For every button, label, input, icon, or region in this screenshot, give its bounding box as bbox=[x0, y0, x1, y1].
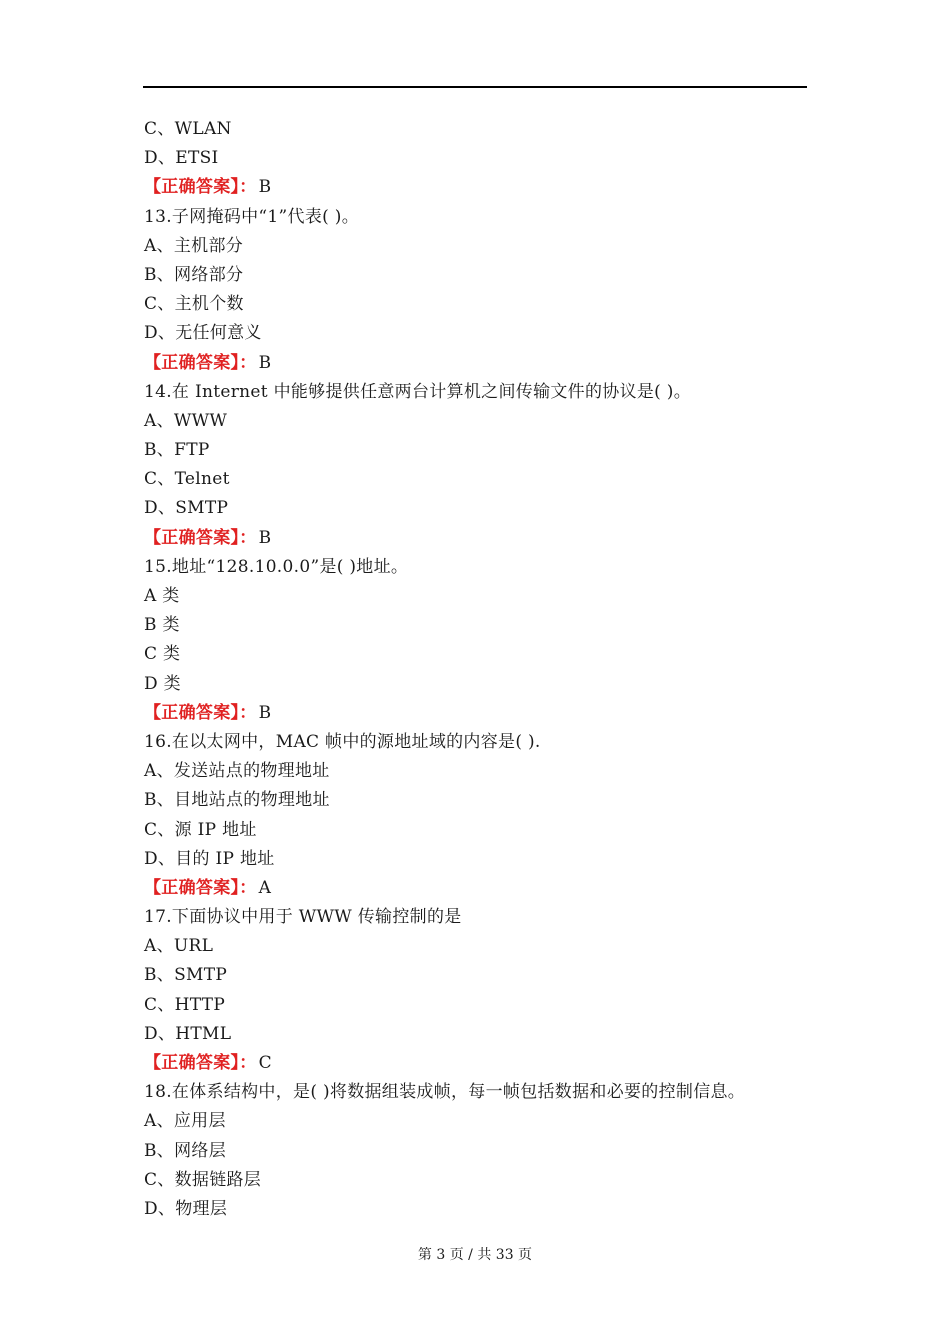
document-line: 17.下面协议中用于 WWW 传输控制的是 bbox=[144, 907, 462, 928]
document-line: 15.地址“128.10.0.0”是( )地址。 bbox=[144, 556, 409, 577]
answer-value: B bbox=[258, 702, 272, 723]
document-line: 13.子网掩码中“1”代表( )。 bbox=[144, 206, 360, 227]
document-line: C、WLAN bbox=[144, 119, 232, 139]
answer-label: 【正确答案】： bbox=[144, 702, 257, 723]
document-line: D、HTML bbox=[144, 1023, 232, 1044]
answer-line bbox=[144, 524, 824, 553]
document-line: D、ETSI bbox=[144, 148, 219, 169]
answer-line bbox=[144, 349, 824, 378]
document-line: B、SMTP bbox=[144, 965, 228, 986]
document-line: C、数据链路层 bbox=[144, 1169, 262, 1190]
document-line: B、FTP bbox=[144, 440, 210, 461]
document-line: D、物理层 bbox=[144, 1198, 228, 1219]
answer-label: 【正确答案】： bbox=[144, 1053, 257, 1073]
document-line: B 类 bbox=[144, 615, 180, 636]
document-line: A、WWW bbox=[144, 410, 228, 431]
document-line: 18.在体系结构中，是( )将数据组装成帧，每一帧包括数据和必要的控制信息。 bbox=[144, 1082, 746, 1103]
answer-value: A bbox=[258, 877, 272, 898]
document-line: 14.在 Internet 中能够提供任意两台计算机之间传输文件的协议是( )。 bbox=[144, 381, 692, 402]
document-line: B、网络层 bbox=[144, 1140, 226, 1161]
document-line: D、SMTP bbox=[144, 498, 229, 519]
document-line: A、主机部分 bbox=[144, 235, 244, 256]
document-line: 16.在以太网中，MAC 帧中的源地址域的内容是( ). bbox=[144, 731, 541, 752]
page-footer: 第 3 页 / 共 33 页 bbox=[417, 1247, 533, 1263]
document-body bbox=[144, 115, 824, 1224]
answer-value: C bbox=[258, 1053, 272, 1073]
document-line: B、网络部分 bbox=[144, 264, 244, 285]
document-line: B、目地站点的物理地址 bbox=[144, 790, 330, 811]
answer-label: 【正确答案】： bbox=[144, 527, 257, 548]
answer-line bbox=[144, 874, 824, 903]
document-line: A、应用层 bbox=[144, 1111, 226, 1132]
answer-line bbox=[144, 173, 824, 202]
answer-value: B bbox=[258, 527, 272, 548]
document-line: D、目的 IP 地址 bbox=[144, 848, 275, 869]
answer-value: B bbox=[258, 352, 272, 373]
document-line: A、URL bbox=[144, 936, 214, 957]
document-line: D 类 bbox=[144, 673, 181, 694]
answer-line bbox=[144, 699, 824, 728]
document-line: C、Telnet bbox=[144, 469, 230, 490]
document-line: D、无任何意义 bbox=[144, 323, 262, 344]
document-line: A、发送站点的物理地址 bbox=[144, 761, 330, 782]
answer-value: B bbox=[258, 177, 272, 198]
document-line: C、HTTP bbox=[144, 994, 226, 1015]
document-line: C 类 bbox=[144, 644, 181, 665]
answer-line bbox=[144, 1049, 824, 1078]
document-line: C、源 IP 地址 bbox=[144, 819, 257, 840]
answer-label: 【正确答案】： bbox=[144, 877, 257, 898]
header-rule bbox=[143, 86, 807, 88]
answer-label: 【正确答案】： bbox=[144, 177, 257, 198]
answer-label: 【正确答案】： bbox=[144, 352, 257, 373]
document-line: A 类 bbox=[144, 586, 180, 606]
document-line: C、主机个数 bbox=[144, 294, 244, 315]
